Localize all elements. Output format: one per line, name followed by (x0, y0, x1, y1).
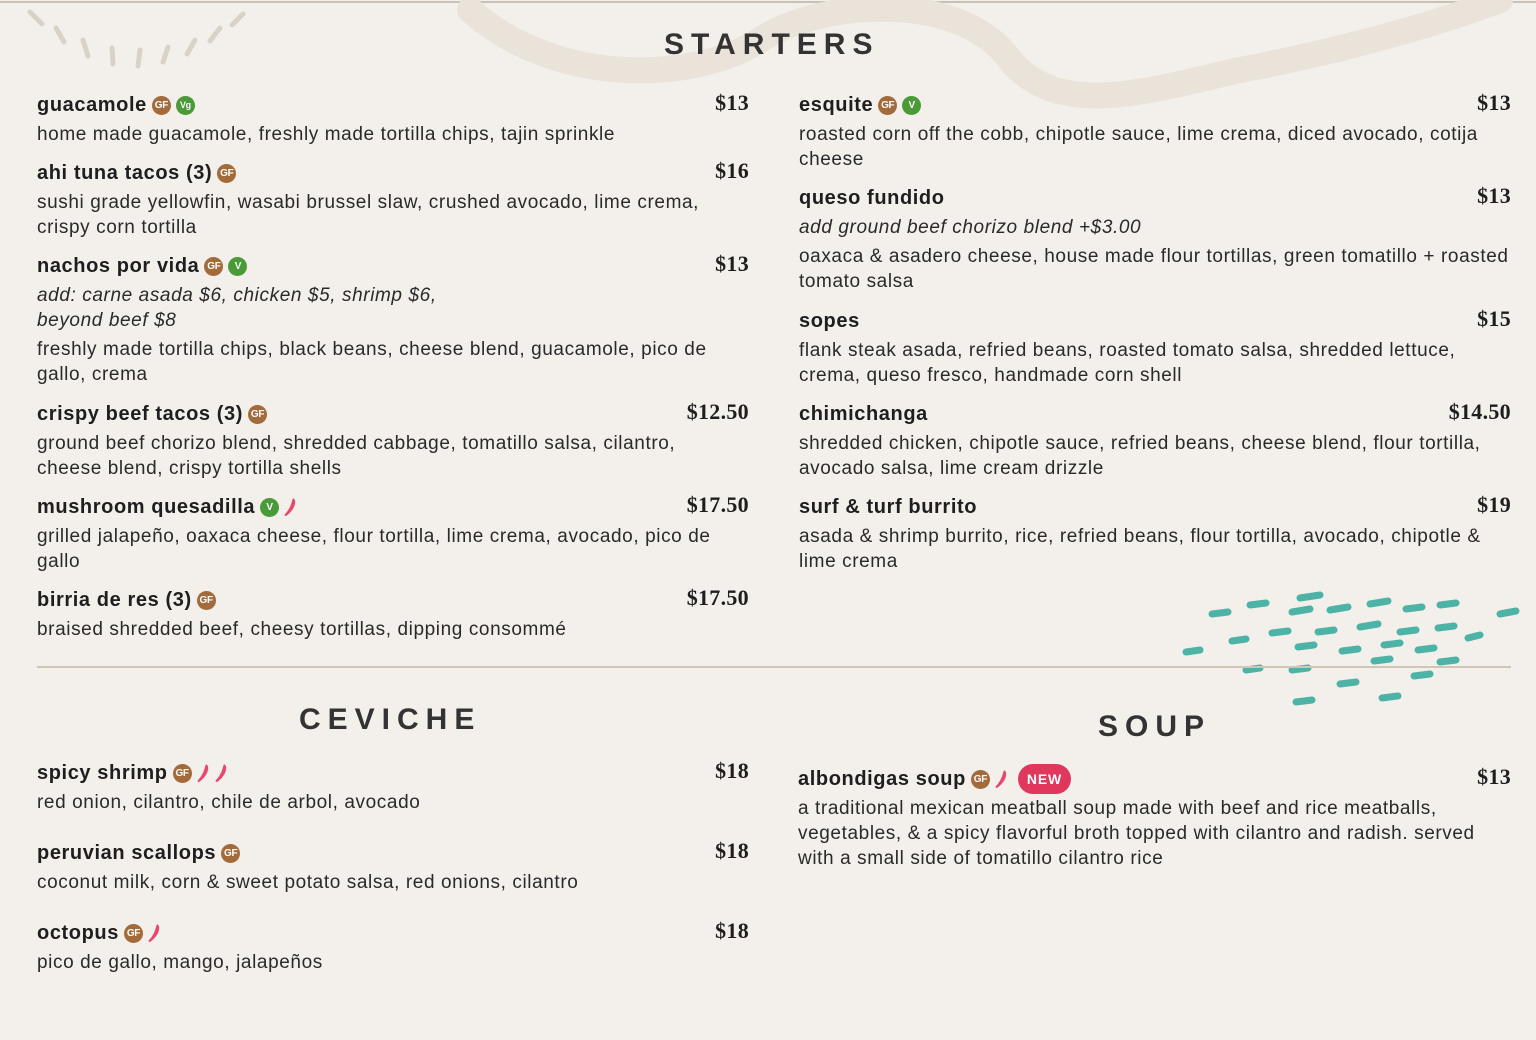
menu-item-name: queso fundido (799, 186, 945, 209)
menu-item-description: freshly made tortilla chips, black beans, cheese blend, guacamole, pico de gallo, crema (37, 339, 707, 385)
gluten-free-icon: GF (124, 924, 143, 943)
menu-item-name: ahi tuna tacos (3) (37, 161, 213, 184)
menu-item-price: $13 (1477, 764, 1511, 789)
menu-item-description: ground beef chorizo blend, shredded cabbage, tomatillo salsa, cilantro, cheese blend, crispy tortilla shells (37, 433, 676, 479)
menu-item (37, 253, 749, 387)
menu-item-header (37, 401, 749, 427)
menu-item-description: sushi grade yellowfin, wasabi brussel slaw, crushed avocado, lime crema, crispy corn tortilla (37, 192, 700, 238)
menu-item-header (799, 308, 1511, 334)
menu-item-description: grilled jalapeño, oaxaca cheese, flour tortilla, lime crema, avocado, pico de gallo (37, 526, 711, 572)
menu-item-header (798, 766, 1511, 792)
menu-item (799, 401, 1511, 481)
swirl-decoration (470, 0, 1500, 95)
menu-item (37, 587, 749, 642)
chili-pepper-icon (147, 923, 161, 943)
menu-item-name: birria de res (3) (37, 588, 192, 611)
chili-pepper-icon (196, 763, 210, 783)
menu-item (799, 92, 1511, 172)
menu-item-price: $13 (715, 251, 749, 276)
menu-item-header (37, 160, 749, 186)
menu-item (37, 760, 749, 815)
menu-item (37, 494, 749, 574)
gluten-free-icon: GF (204, 257, 223, 276)
menu-item (799, 308, 1511, 388)
menu-item-price: $17.50 (686, 585, 749, 610)
menu-item-name: albondigas soup (798, 767, 966, 790)
menu-item-header (799, 92, 1511, 118)
gluten-free-icon: GF (221, 844, 240, 863)
menu-item-name: guacamole (37, 93, 147, 116)
menu-item-price: $18 (715, 918, 749, 943)
menu-item-price: $13 (1477, 90, 1511, 115)
menu-item-description: asada & shrimp burrito, rice, refried beans, flour tortilla, avocado, chipotle & lime crema (799, 526, 1481, 572)
menu-item-description: oaxaca & asadero cheese, house made flour tortillas, green tomatillo + roasted tomato salsa (799, 246, 1509, 292)
menu-item-header (37, 760, 749, 786)
vegetarian-icon: V (902, 96, 921, 115)
gluten-free-icon: GF (217, 164, 236, 183)
menu-item-price: $15 (1477, 306, 1511, 331)
vegetarian-icon: V (260, 498, 279, 517)
menu-item (37, 401, 749, 481)
menu-item (798, 766, 1511, 871)
vegetarian-icon: V (228, 257, 247, 276)
menu-item (799, 494, 1511, 574)
menu-item-description: pico de gallo, mango, jalapeños (37, 952, 323, 973)
menu-item-description: red onion, cilantro, chile de arbol, avocado (37, 792, 421, 813)
menu-item-name: nachos por vida (37, 254, 200, 277)
menu-item-price: $12.50 (686, 399, 749, 424)
menu-item-header (799, 185, 1511, 211)
menu-item-header (37, 920, 749, 946)
menu-item-header (37, 840, 749, 866)
menu-item-description: coconut milk, corn & sweet potato salsa, red onions, cilantro (37, 872, 579, 893)
menu-item-price: $19 (1477, 492, 1511, 517)
menu-item-description: braised shredded beef, cheesy tortillas, dipping consommé (37, 619, 567, 640)
menu-item-header (37, 253, 749, 279)
menu-item-description: home made guacamole, freshly made tortilla chips, tajin sprinkle (37, 124, 616, 145)
menu-item-price: $18 (715, 758, 749, 783)
menu-item-name: esquite (799, 93, 874, 116)
menu-item-description: shredded chicken, chipotle sauce, refried beans, cheese blend, flour tortilla, avocado salsa, lime cream drizzle (799, 433, 1481, 479)
menu-item-name: spicy shrimp (37, 761, 168, 784)
sunburst-decoration (30, 12, 243, 66)
menu-item-price: $17.50 (686, 492, 749, 517)
gluten-free-icon: GF (152, 96, 171, 115)
menu-item-header (37, 494, 749, 520)
menu-item-name: octopus (37, 921, 119, 944)
menu-item (37, 160, 749, 240)
menu-item (799, 185, 1511, 294)
chili-pepper-icon (214, 763, 228, 783)
gluten-free-icon: GF (248, 405, 267, 424)
menu-item-price: $16 (715, 158, 749, 183)
menu-item (37, 92, 749, 147)
menu-item-description: roasted corn off the cobb, chipotle sauce, lime crema, diced avocado, cotija cheese (799, 124, 1478, 170)
menu-item-name: surf & turf burrito (799, 495, 978, 518)
section-divider (37, 666, 1511, 668)
gluten-free-icon: GF (197, 591, 216, 610)
menu-item-header (37, 587, 749, 613)
menu-item-header (799, 401, 1511, 427)
new-badge: NEW (1018, 764, 1071, 794)
gluten-free-icon: GF (173, 764, 192, 783)
gluten-free-icon: GF (878, 96, 897, 115)
menu-item-name: mushroom quesadilla (37, 495, 256, 518)
menu-item-header (799, 494, 1511, 520)
menu-item-addon: add ground beef chorizo blend +$3.00 (799, 217, 1142, 238)
ceviche-heading: CEVICHE (299, 703, 482, 736)
starters-heading: STARTERS (664, 28, 880, 61)
menu-item-price: $18 (715, 838, 749, 863)
menu-item-name: peruvian scallops (37, 841, 217, 864)
menu-item-name: chimichanga (799, 402, 928, 425)
dash-pattern-decoration (1186, 595, 1516, 702)
chili-pepper-icon (994, 769, 1008, 789)
menu-item-header (37, 92, 749, 118)
gluten-free-icon: GF (971, 770, 990, 789)
menu-item (37, 840, 749, 895)
menu-item-description: flank steak asada, refried beans, roasted tomato salsa, shredded lettuce, crema, queso fresco, handmade corn shell (799, 340, 1456, 386)
vegan-icon: Vg (176, 96, 195, 115)
menu-item-price: $13 (1477, 183, 1511, 208)
soup-heading: SOUP (1098, 710, 1212, 743)
top-border (0, 1, 1536, 3)
menu-item-price: $13 (715, 90, 749, 115)
chili-pepper-icon (283, 497, 297, 517)
menu-item-price: $14.50 (1448, 399, 1511, 424)
menu-item (37, 920, 749, 975)
menu-item-name: crispy beef tacos (3) (37, 402, 244, 425)
menu-item-description: a traditional mexican meatball soup made with beef and rice meatballs, vegetables, & a spicy flavorful broth topped with cilantro and radish. served with a small side of tomatillo cilantro rice (798, 798, 1475, 869)
menu-item-name: sopes (799, 309, 860, 332)
menu-item-addon: add: carne asada $6, chicken $5, shrimp $6, beyond beef $8 (37, 285, 437, 331)
